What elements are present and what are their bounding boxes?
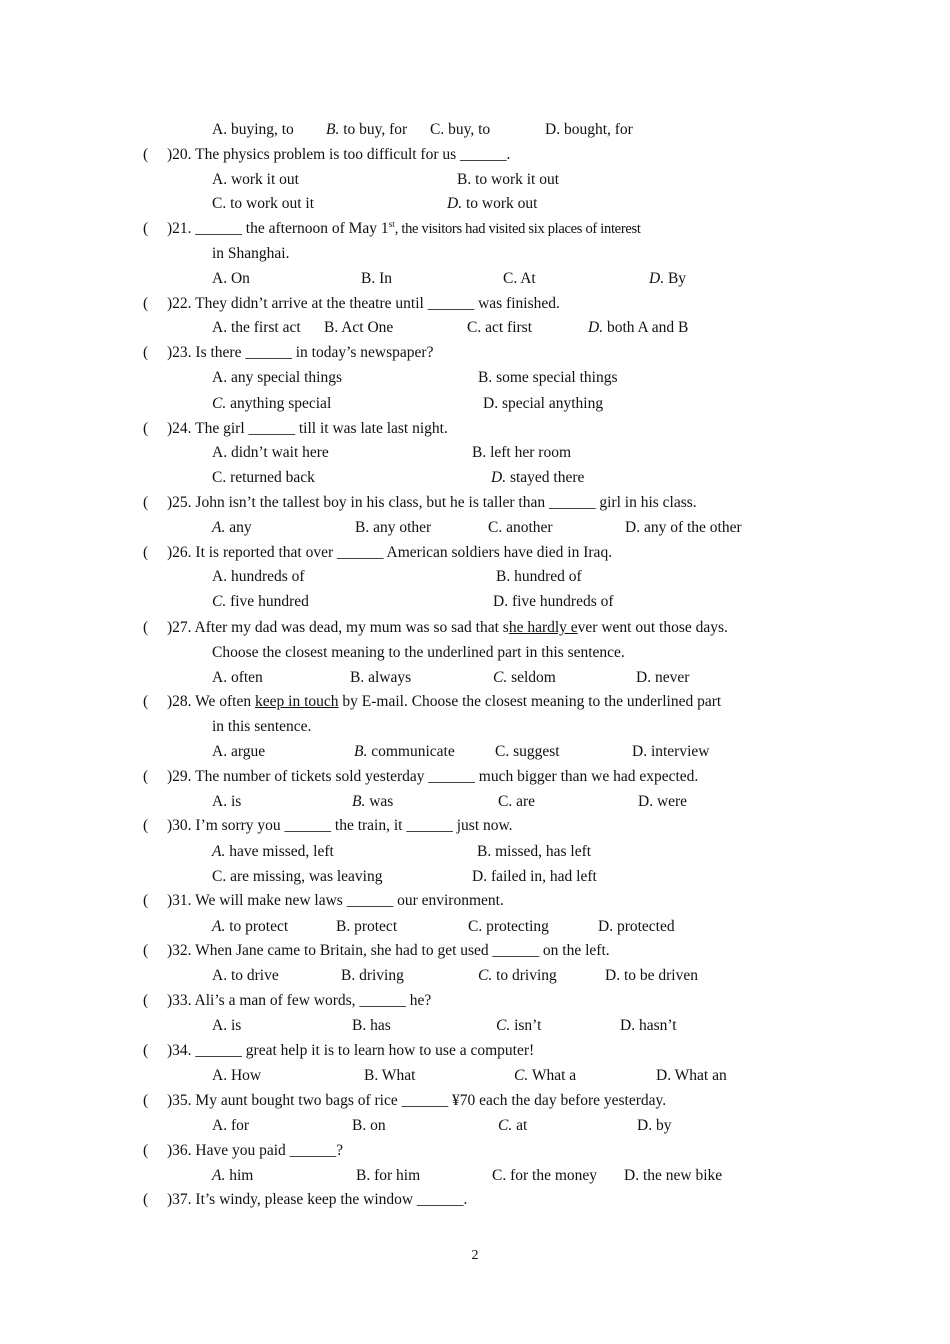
q32-option-a: A. to drive xyxy=(212,967,279,984)
q34-option-d: D. What an xyxy=(656,1067,727,1084)
q20-option-a: A. work it out xyxy=(212,171,299,188)
answer-blank: ( xyxy=(143,494,149,511)
q27-option-b: B. always xyxy=(350,669,412,686)
q27-option-d: D. never xyxy=(636,669,690,686)
answer-blank: ( xyxy=(143,693,149,710)
q25-option-b: B. any other xyxy=(355,519,432,536)
q24-stem: )24. The girl ______ till it was late last night. xyxy=(167,420,448,437)
q23-option-a: A. any special things xyxy=(212,369,343,386)
q21-stem-continued: in Shanghai. xyxy=(212,245,290,262)
answer-blank: ( xyxy=(143,420,149,437)
q19-option-c: C. buy, to xyxy=(430,121,491,138)
q23-option-d: D. special anything xyxy=(483,395,604,412)
q31-option-c: C. protecting xyxy=(468,918,549,935)
q22-stem: )22. They didn’t arrive at the theatre until ______ was finished. xyxy=(167,295,560,312)
q35-option-c: C. at xyxy=(498,1117,528,1134)
q26-option-c: C. five hundred xyxy=(212,593,309,610)
answer-blank: ( xyxy=(143,220,149,237)
q26-option-d: D. five hundreds of xyxy=(493,593,614,610)
q36-option-d: D. the new bike xyxy=(624,1167,723,1184)
q23-option-b: B. some special things xyxy=(478,369,618,386)
q31-option-d: D. protected xyxy=(598,918,675,935)
q28-option-c: C. suggest xyxy=(495,743,560,760)
q33-option-d: D. hasn’t xyxy=(620,1017,677,1034)
q31-option-a: A. to protect xyxy=(212,918,289,935)
q35-stem: )35. My aunt bought two bags of rice ______ ¥70 each the day before yesterday. xyxy=(167,1092,667,1109)
q37-stem: )37. It’s windy, please keep the window ______. xyxy=(167,1191,468,1208)
q32-option-b: B. driving xyxy=(341,967,404,984)
q25-stem: )25. John isn’t the tallest boy in his class, but he is taller than ______ girl in his class. xyxy=(167,494,697,511)
answer-blank: ( xyxy=(143,892,149,909)
answer-blank: ( xyxy=(143,544,149,561)
q25-option-d: D. any of the other xyxy=(625,519,742,536)
q21-option-d: D. By xyxy=(649,270,687,287)
q28-option-b: B. communicate xyxy=(354,743,455,760)
q35-option-a: A. for xyxy=(212,1117,250,1134)
q32-option-d: D. to be driven xyxy=(605,967,698,984)
q34-stem: )34. ______ great help it is to learn how to use a computer! xyxy=(167,1042,535,1059)
q29-option-d: D. were xyxy=(638,793,688,810)
q20-stem: )20. The physics problem is too difficult for us ______. xyxy=(167,146,511,163)
q20-option-d: D. to work out xyxy=(447,195,538,212)
q36-option-b: B. for him xyxy=(356,1167,421,1184)
q27-stem-continued: Choose the closest meaning to the underlined part in this sentence. xyxy=(212,644,625,661)
q33-option-c: C. isn’t xyxy=(496,1017,542,1034)
q21-stem: )21. ______ the afternoon of May 1st, the visitors had visited six places of interest xyxy=(167,218,641,237)
q27-option-a: A. often xyxy=(212,669,263,686)
q29-option-c: C. are xyxy=(498,793,536,810)
q27-stem: )27. After my dad was dead, my mum was so sad that she hardly ever went out those days. xyxy=(167,619,728,636)
q34-option-b: B. What xyxy=(364,1067,416,1084)
q30-option-c: C. are missing, was leaving xyxy=(212,868,383,885)
answer-blank: ( xyxy=(143,1092,149,1109)
q30-option-b: B. missed, has left xyxy=(477,843,592,860)
q28-option-d: D. interview xyxy=(632,743,710,760)
q30-stem: )30. I’m sorry you ______ the train, it ______ just now. xyxy=(167,817,513,834)
q19-option-d: D. bought, for xyxy=(545,121,633,138)
q32-option-c: C. to driving xyxy=(478,967,557,984)
answer-blank: ( xyxy=(143,992,149,1009)
q28-option-a: A. argue xyxy=(212,743,266,760)
q23-stem: )23. Is there ______ in today’s newspaper? xyxy=(167,344,434,361)
q31-stem: )31. We will make new laws ______ our environment. xyxy=(167,892,504,909)
q21-option-b: B. In xyxy=(361,270,392,287)
q34-option-a: A. How xyxy=(212,1067,262,1084)
answer-blank: ( xyxy=(143,344,149,361)
q28-stem-continued: in this sentence. xyxy=(212,718,312,735)
q27-option-c: C. seldom xyxy=(493,669,556,686)
q19-option-a: A. buying, to xyxy=(212,121,294,138)
q24-option-c: C. returned back xyxy=(212,469,315,486)
q30-option-a: A. have missed, left xyxy=(212,843,334,860)
q31-option-b: B. protect xyxy=(336,918,398,935)
q21-option-c: C. At xyxy=(503,270,536,287)
q30-option-d: D. failed in, had left xyxy=(472,868,597,885)
q33-option-b: B. has xyxy=(352,1017,391,1034)
q24-option-b: B. left her room xyxy=(472,444,572,461)
answer-blank: ( xyxy=(143,1042,149,1059)
q22-option-d: D. both A and B xyxy=(588,319,689,336)
q29-stem: )29. The number of tickets sold yesterday ______ much bigger than we had expected. xyxy=(167,768,699,785)
q22-option-a: A. the first act xyxy=(212,319,301,336)
q36-option-c: C. for the money xyxy=(492,1167,598,1184)
q34-option-c: C. What a xyxy=(514,1067,577,1084)
q24-option-d: D. stayed there xyxy=(491,469,585,486)
q23-option-c: C. anything special xyxy=(212,395,332,412)
q25-option-a: A. any xyxy=(212,519,252,536)
q26-option-b: B. hundred of xyxy=(496,568,582,585)
q28-stem: )28. We often keep in touch by E-mail. Choose the closest meaning to the underlined part xyxy=(167,693,722,710)
answer-blank: ( xyxy=(143,146,149,163)
q36-option-a: A. him xyxy=(212,1167,254,1184)
answer-blank: ( xyxy=(143,942,149,959)
q26-option-a: A. hundreds of xyxy=(212,568,305,585)
q22-option-c: C. act first xyxy=(467,319,532,336)
q24-option-a: A. didn’t wait here xyxy=(212,444,329,461)
q25-option-c: C. another xyxy=(488,519,553,536)
q35-option-d: D. by xyxy=(637,1117,672,1134)
q20-option-b: B. to work it out xyxy=(457,171,560,188)
q33-option-a: A. is xyxy=(212,1017,242,1034)
answer-blank: ( xyxy=(143,768,149,785)
answer-blank: ( xyxy=(143,817,149,834)
answer-blank: ( xyxy=(143,619,149,636)
q29-option-a: A. is xyxy=(212,793,242,810)
answer-blank: ( xyxy=(143,295,149,312)
page-number: 2 xyxy=(471,1248,479,1263)
q35-option-b: B. on xyxy=(352,1117,386,1134)
q32-stem: )32. When Jane came to Britain, she had to get used ______ on the left. xyxy=(167,942,610,959)
q26-stem: )26. It is reported that over ______ American soldiers have died in Iraq. xyxy=(167,544,613,561)
answer-blank: ( xyxy=(143,1191,149,1208)
answer-blank: ( xyxy=(143,1142,149,1159)
q22-option-b: B. Act One xyxy=(324,319,394,336)
q33-stem: )33. Ali’s a man of few words, ______ he? xyxy=(167,992,432,1009)
q19-option-b: B. to buy, for xyxy=(326,121,408,138)
q21-option-a: A. On xyxy=(212,270,250,287)
q29-option-b: B. was xyxy=(352,793,394,810)
q36-stem: )36. Have you paid ______? xyxy=(167,1142,344,1159)
q20-option-c: C. to work out it xyxy=(212,195,315,212)
